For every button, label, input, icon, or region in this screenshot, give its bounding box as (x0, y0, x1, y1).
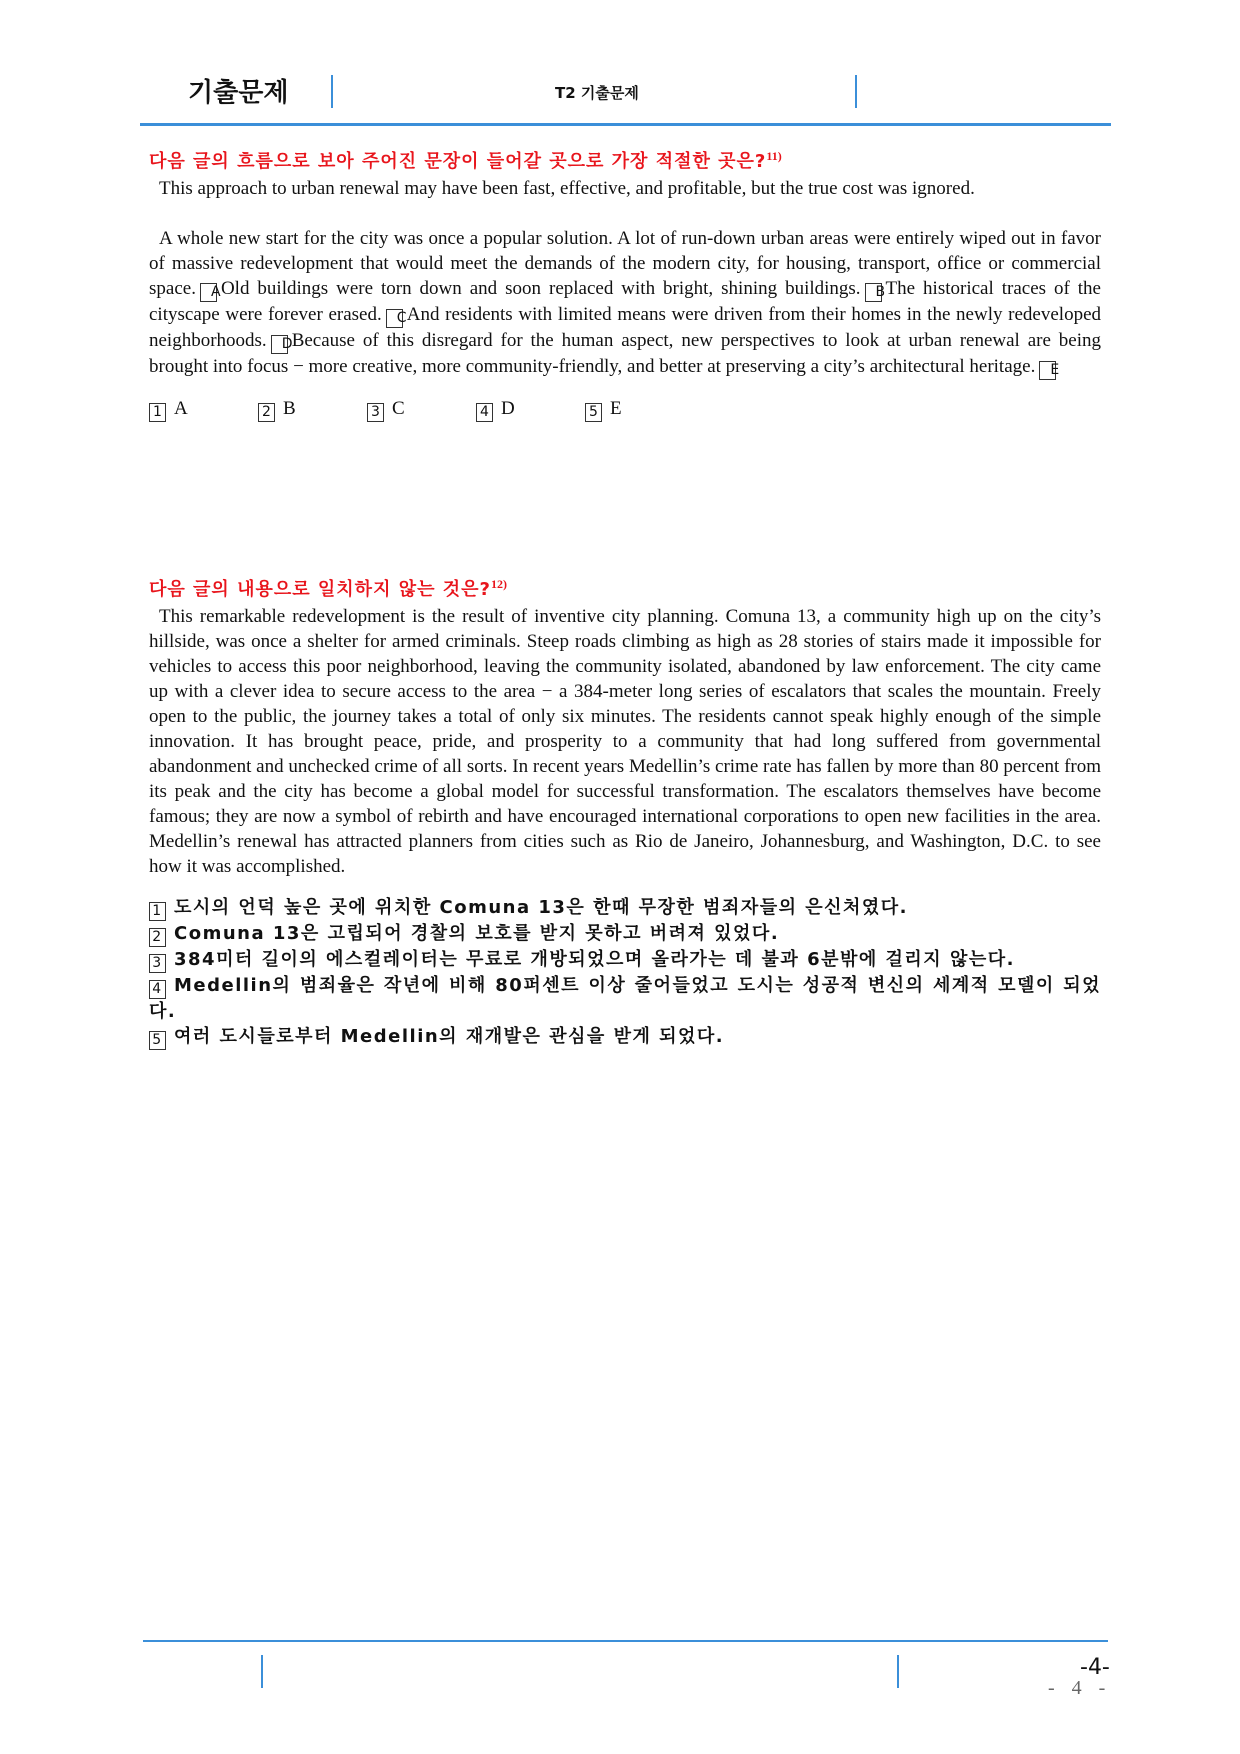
footnote-ref: 11) (766, 149, 782, 163)
header-rule (140, 123, 1111, 126)
option-number: 1 (149, 902, 166, 921)
answer-option[interactable]: 5 E (585, 396, 694, 422)
given-sentence: This approach to urban renewal may have been fast, effective, and profitable, but the true cost was ignored. (159, 178, 975, 199)
header-title: 기출문제 (188, 78, 289, 108)
header-subtitle: T2 기출문제 (555, 84, 639, 102)
insertion-marker: B (865, 283, 882, 302)
option-number: 3 (367, 403, 384, 422)
insertion-marker: C (386, 309, 403, 328)
option-number: 5 (149, 1031, 166, 1050)
option-number: 3 (149, 954, 166, 973)
option-number: 4 (149, 980, 166, 999)
passage: This remarkable redevelopment is the result of inventive city planning. Comuna 13, a community high up on the city’s hillside, was once a shelter for armed criminals. Steep roads climbing as high as 28 stories of stairs made it impossible for vehicles to access this poor neighborhood, leaving the community isolated, abandoned by law enforcement. The city came up with a clever idea to secure access to the area − a 384-meter long series of escalators that scales the mountain. Freely open to the public, the journey takes a total of only six minutes. The residents cannot speak highly enough of the simple innovation. It has brought peace, pride, and prosperity to a community that had long suffered from governmental abandonment and unchecked crime of all sorts. In recent years Medellin’s crime rate has fallen by more than 80 percent from its peak and the city has become a global model for successful transformation. The escalators themselves have become famous; they are now a symbol of rebirth and have encouraged international corporations to open new facilities in the area. Medellin’s renewal has attracted planners from cities such as Rio de Janeiro, Johannesburg, and Washington, D.C. to see how it was accomplished. (149, 606, 1101, 877)
header-divider (855, 75, 857, 108)
option-number: 2 (149, 928, 166, 947)
insertion-marker: A (200, 283, 217, 302)
answer-option[interactable]: 5 여러 도시들로부터 Medellin의 재개발은 관심을 받게 되었다. (149, 1024, 1101, 1050)
passage: A whole new start for the city was once a popular solution. A lot of run-down urban areas were entirely wiped out in favor of massive redevelopment that would meet the demands of the modern city, for housing, transport, office or commercial space. AOld buildings were torn down and soon replaced with bright, shining buildings. BThe historical traces of the cityscape were forever erased. CAnd residents with limited means were driven from their homes in the newly redeveloped neighborhoods. DBecause of this disregard for the human aspect, new perspectives to look at urban renewal are being brought into focus − more creative, more community-friendly, and better at preserving a city’s architectural heritage. E (149, 228, 1102, 378)
page-label: -4- (1080, 1655, 1110, 1680)
option-number: 4 (476, 403, 493, 422)
option-number: 5 (585, 403, 602, 422)
answer-option[interactable]: 4 D (476, 396, 585, 422)
answer-option[interactable]: 4 Medellin의 범죄율은 작년에 비해 80퍼센트 이상 줄어들었고 도시는 성공적 변신의 세계적 모델이 되었다. (149, 975, 1101, 1022)
footer-rule (143, 1640, 1108, 1642)
answer-option[interactable]: 3 384미터 길이의 에스컬레이터는 무료로 개방되었으며 올라가는 데 불과 6분밖에 걸리지 않는다. (149, 947, 1101, 973)
footer-divider (897, 1655, 899, 1688)
insertion-marker: E (1039, 361, 1056, 380)
answer-option[interactable]: 3 C (367, 396, 476, 422)
answer-options (149, 396, 1101, 422)
page-number: - 4 - (1048, 1677, 1112, 1699)
answer-option[interactable]: 1 A (149, 396, 258, 422)
answer-option[interactable]: 1 도시의 언덕 높은 곳에 위치한 Comuna 13은 한때 무장한 범죄자들의 은신처였다. (149, 895, 1101, 921)
header-divider (331, 75, 333, 108)
question-title: 다음 글의 흐름으로 보아 주어진 문장이 들어갈 곳으로 가장 적절한 곳은?$^{11)}$ (149, 149, 782, 172)
question-12 (149, 570, 1101, 1050)
question-11 (149, 142, 1101, 422)
insertion-marker: D (271, 335, 288, 354)
question-title: 다음 글의 내용으로 일치하지 않는 것은?$^{12)}$ (149, 577, 507, 600)
footnote-ref: 12) (490, 577, 507, 591)
answer-option[interactable]: 2 B (258, 396, 367, 422)
option-number: 1 (149, 403, 166, 422)
option-number: 2 (258, 403, 275, 422)
footer-divider (261, 1655, 263, 1688)
answer-options (149, 895, 1101, 1050)
answer-option[interactable]: 2 Comuna 13은 고립되어 경찰의 보호를 받지 못하고 버려져 있었다. (149, 921, 1101, 947)
